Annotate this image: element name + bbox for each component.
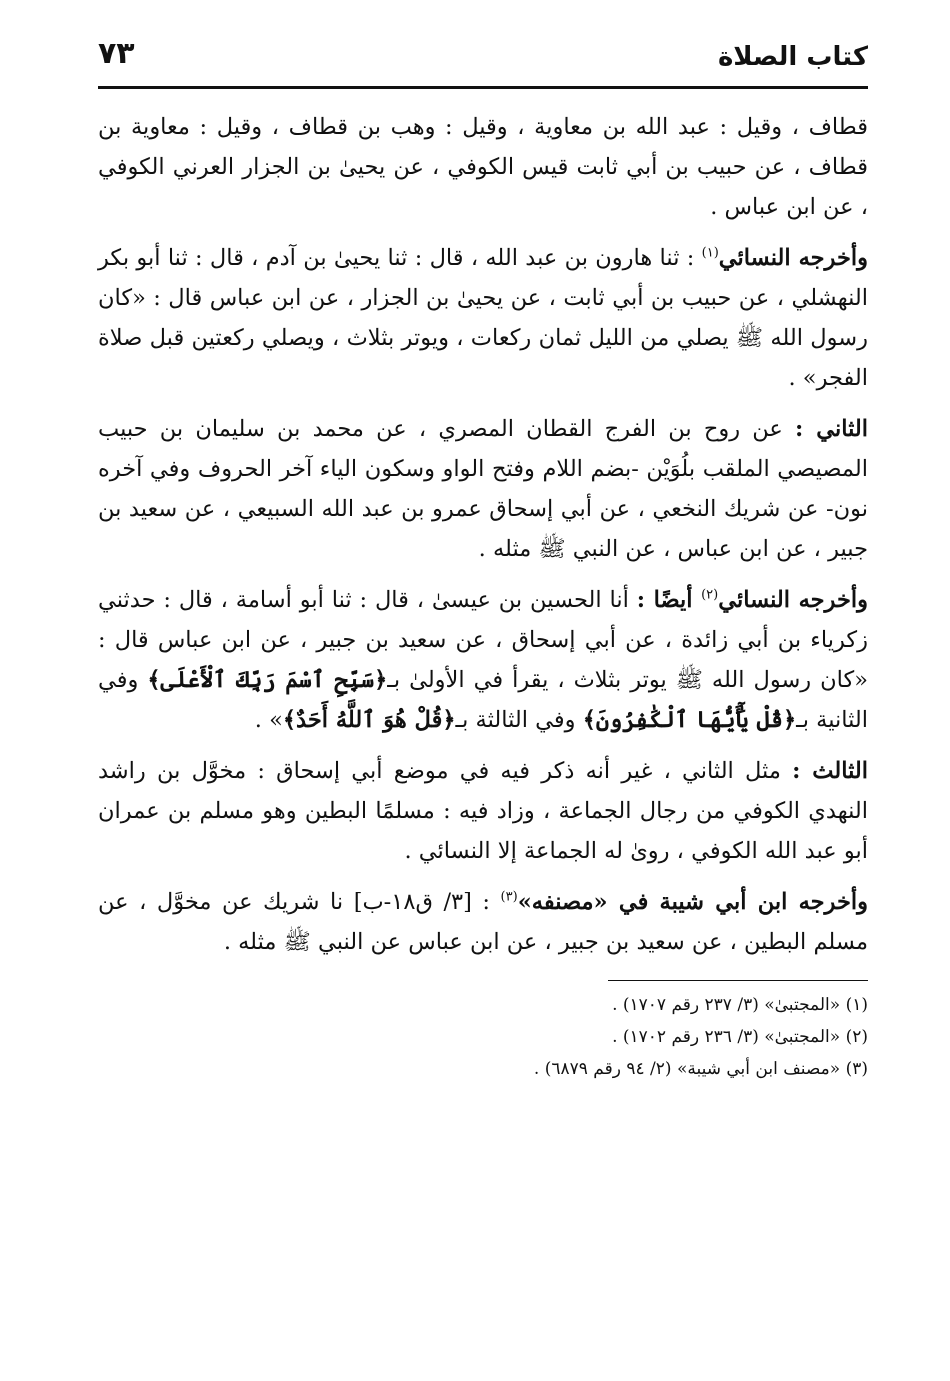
paragraph-2-lead: وأخرجه النسائي [718, 245, 868, 271]
quran-verse-3: ﴿قُلْ هُوَ ٱللَّهُ أَحَدٌ﴾ [282, 707, 456, 733]
paragraph-6-text: : [٣/ ق١٨-ب] نا شريك عن مخوَّل ، عن مسلم البطين ، عن سعيد بن جبير ، عن ابن عباس عن النبي ﷺ مثله . [98, 889, 868, 955]
footnote-3: (٣) «مصنف ابن أبي شيبة» (٢/ ٩٤ رقم ٦٨٧٩) . [533, 1059, 868, 1079]
footnote-1: (١) «المجتبىٰ» (٣/ ٢٣٧ رقم ١٧٠٧) . [612, 995, 868, 1015]
paragraph-4-text-1: أنا الحسين بن عيسىٰ ، قال : ثنا أبو أسامة ، قال : حدثني زكرياء بن أبي زائدة ، عن أبي إسحاق ، عن سعيد بن جبير ، عن ابن عباس قال : «كان رسول الله ﷺ يوتر بثلاث ، يقرأ في الأولىٰ بـ [98, 587, 868, 693]
paragraph-1 [98, 107, 868, 227]
paragraph-3 [98, 409, 868, 569]
main-text [98, 107, 868, 962]
footnote-divider [608, 980, 868, 981]
paragraph-4 [98, 580, 868, 740]
paragraph-3-lead: الثاني : [795, 416, 868, 442]
quran-verse-2: ﴿قُلْ يَٰٓأَيُّهَا ٱلْكَٰفِرُونَ﴾ [582, 707, 797, 733]
paragraph-2-text: : ثنا هارون بن عبد الله ، قال : ثنا يحيىٰ بن آدم ، قال : ثنا أبو بكر النهشلي ، عن حبيب بن أبي ثابت ، عن يحيىٰ بن الجزار ، عن ابن عباس قال : «كان رسول الله ﷺ يصلي من الليل ثمان ركعات ، ويوتر بثلاث ، ويصلي ركعتين قبل صلاة الفجر» . [98, 245, 868, 391]
footnotes [98, 989, 868, 1085]
footnote-2: (٢) «المجتبىٰ» (٣/ ٢٣٦ رقم ١٧٠٢) . [612, 1027, 868, 1047]
paragraph-3-text: عن روح بن الفرج القطان المصري ، عن محمد بن سليمان بن حبيب المصيصي الملقب بلُوَيْن -بضم اللام وفتح الواو وسكون الياء آخر الحروف وفي آخره نون- عن شريك النخعي ، عن أبي إسحاق عمرو بن عبد الله السبيعي ، عن سعيد بن جبير ، عن ابن عباس ، عن النبي ﷺ مثله . [98, 416, 868, 562]
running-head [98, 30, 868, 89]
paragraph-6-lead: وأخرجه ابن أبي شيبة في «مصنفه» [517, 889, 868, 915]
paragraph-4-text-2: وفي الثانية بـ [98, 667, 868, 733]
footnote-ref-1[interactable]: (١) [701, 245, 719, 261]
quran-verse-1: ﴿سَبِّحِ ٱسْمَ رَبِّكَ ٱلْأَعْلَى﴾ [147, 667, 388, 693]
paragraph-4-lead-2: أيضًا : [636, 587, 702, 613]
paragraph-5-lead: الثالث : [792, 758, 869, 784]
footnote-ref-2[interactable]: (٢) [701, 587, 719, 603]
book-title: كتاب الصلاة [717, 42, 868, 72]
footnote-ref-3[interactable]: (٣) [500, 889, 518, 905]
paragraph-6 [98, 882, 868, 962]
paragraph-5-text: مثل الثاني ، غير أنه ذكر فيه في موضع أبي إسحاق : مخوَّل بن راشد النهدي الكوفي من رجال الجماعة ، وزاد فيه : مسلمًا البطين وهو مسلم بن عمران أبو عبد الله الكوفي ، روىٰ له الجماعة إلا النسائي . [98, 758, 868, 864]
paragraph-5 [98, 751, 868, 871]
paragraph-1-text: قطاف ، وقيل : عبد الله بن معاوية ، وقيل : وهب بن قطاف ، وقيل : معاوية بن قطاف ، عن حبيب بن أبي ثابت قيس الكوفي ، عن يحيىٰ بن الجزار العرني الكوفي ، عن ابن عباس . [98, 114, 868, 220]
paragraph-2 [98, 238, 868, 398]
paragraph-4-text-4: » . [254, 707, 283, 733]
book-page [98, 30, 868, 1085]
page-number: ٧٣ [98, 36, 135, 71]
paragraph-4-text-3: وفي الثالثة بـ [455, 707, 583, 733]
paragraph-4-lead: وأخرجه النسائي [718, 587, 868, 613]
